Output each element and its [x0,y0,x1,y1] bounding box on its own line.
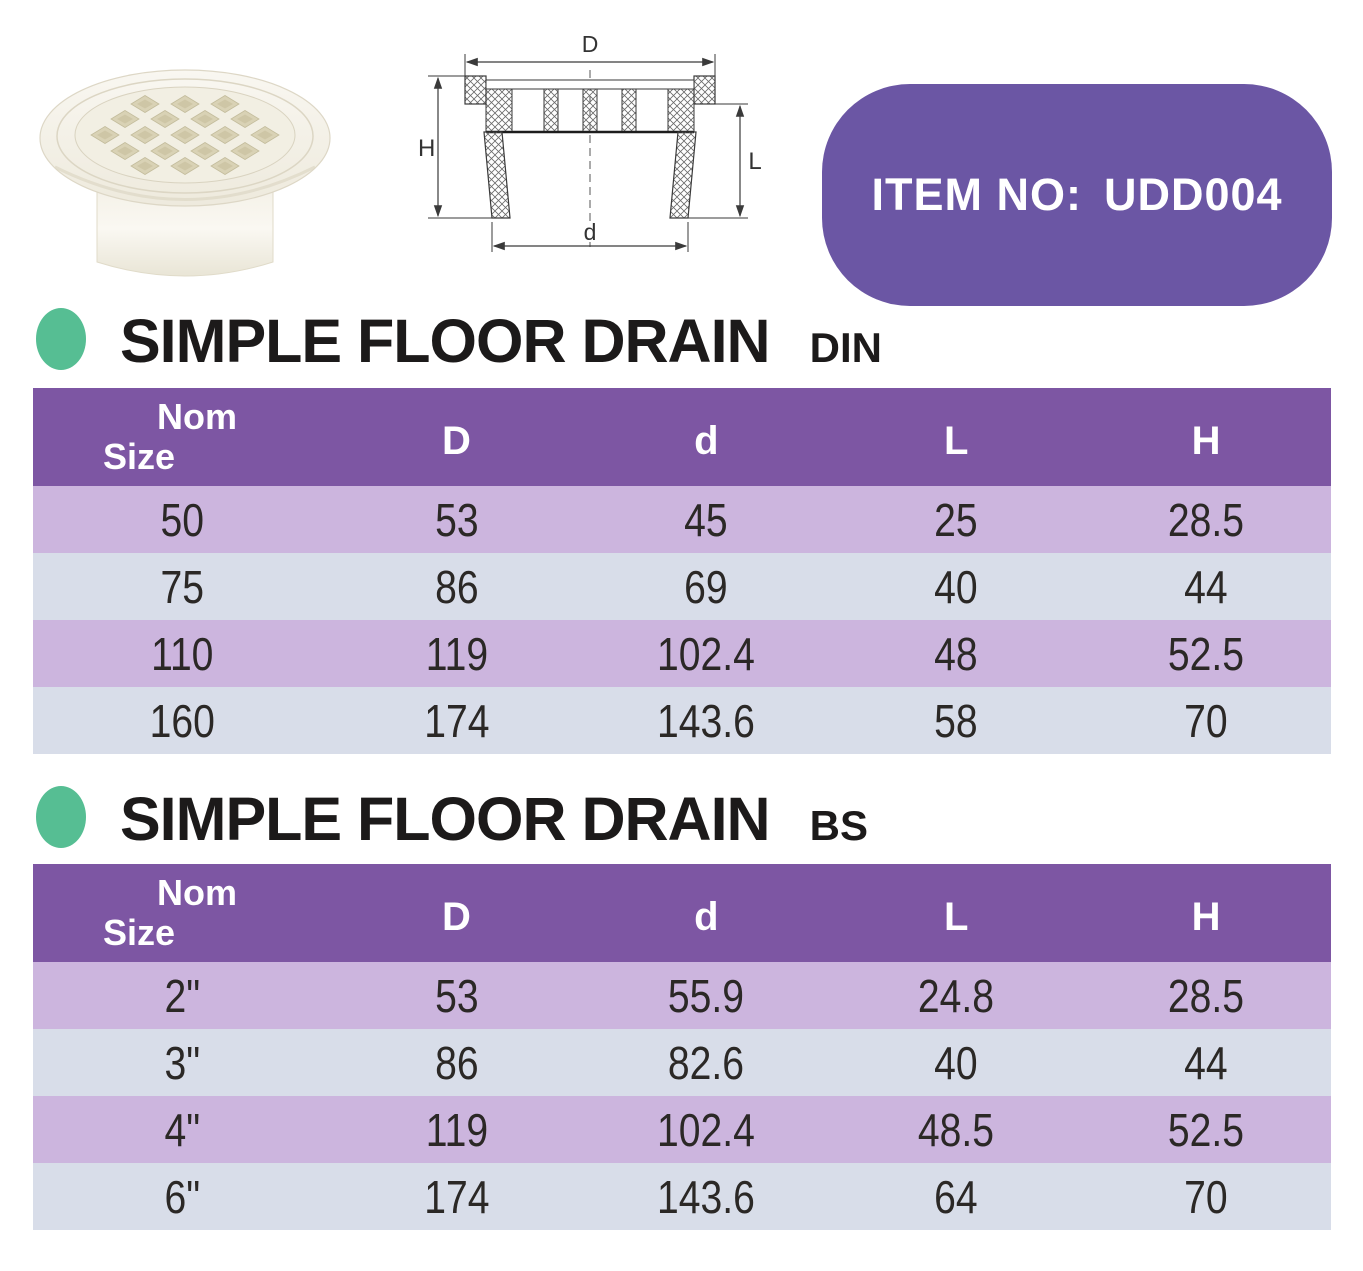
diagram-dim-D: D [581,36,599,57]
cell: 174 [423,1170,490,1223]
section-standard-label: BS [809,802,868,849]
section-standard-label: DIN [809,324,882,371]
size-line: Size [103,436,176,477]
size-line: Size [103,912,176,953]
cell: 52.5 [1167,1103,1245,1156]
bs-spec-table [33,864,1331,1230]
cell: 2" [164,969,201,1022]
cell: 3" [164,1036,201,1089]
table-row [33,486,1331,553]
bs-header-L: L [943,894,969,939]
cell: 53 [434,969,479,1022]
cell: 64 [934,1170,978,1223]
cell: 25 [934,493,978,546]
floor-drain-photo-illustration [25,32,340,284]
section-title-text: SIMPLE FLOOR DRAIN [120,785,770,853]
table-row [33,1163,1331,1230]
cell: 110 [151,627,214,680]
cell: 119 [425,627,488,680]
cell: 40 [934,560,978,613]
cell: 75 [160,560,205,613]
item-number-badge [822,84,1332,306]
din-table-header-row [33,388,1331,486]
cell: 48.5 [918,1103,995,1156]
cell: 86 [434,560,479,613]
table-row [33,687,1331,754]
cell: 86 [434,1036,479,1089]
cell: 44 [1184,560,1228,613]
din-header-L: L [943,418,969,463]
cell: 102.4 [657,627,756,680]
cell: 24.8 [918,969,995,1022]
section-title-din [36,300,882,376]
table-row [33,1029,1331,1096]
cell: 28.5 [1167,493,1245,546]
cell: 52.5 [1167,627,1245,680]
table-row [33,620,1331,687]
din-header-H: H [1191,418,1221,463]
cell: 44 [1184,1036,1228,1089]
product-photo [25,32,340,284]
table-row [33,553,1331,620]
diagram-dim-d: d [583,219,597,245]
cell: 82.6 [668,1036,745,1089]
cell: 45 [684,493,729,546]
din-spec-table [33,388,1331,754]
item-no-value: UDD004 [1103,169,1283,220]
cell: 160 [149,694,215,747]
cell: 6" [164,1170,201,1223]
cell: 69 [684,560,729,613]
table-row [33,962,1331,1029]
bs-header-d: d [694,894,719,939]
din-header-d: d [694,418,719,463]
cell: 174 [423,694,490,747]
technical-diagram [418,36,763,274]
green-dot-icon [36,786,86,848]
section-title-bs [36,778,868,854]
bs-header-H: H [1191,894,1221,939]
item-no-label: ITEM NO: [871,169,1082,220]
cell: 4" [164,1103,201,1156]
diagram-dim-H: H [418,135,436,162]
din-header-D: D [442,418,471,463]
cross-section-drawing [418,36,763,274]
table-row [33,1096,1331,1163]
section-title-text: SIMPLE FLOOR DRAIN [120,307,770,375]
cell: 28.5 [1167,969,1245,1022]
din-header-nom-size [103,397,332,478]
cell: 143.6 [657,694,756,747]
cell: 119 [425,1103,488,1156]
bs-table-header-row [33,864,1331,962]
nom-line: Nom [157,395,237,437]
cell: 40 [934,1036,978,1089]
cell: 53 [434,493,479,546]
cell: 102.4 [657,1103,756,1156]
cell: 48 [934,627,978,680]
cell: 50 [160,493,205,546]
nom-line: Nom [157,871,237,913]
bs-header-D: D [442,894,471,939]
cell: 58 [934,694,978,747]
cell: 55.9 [668,969,745,1022]
cell: 70 [1184,694,1228,747]
cell: 143.6 [657,1170,756,1223]
diagram-dim-L: L [748,148,762,175]
green-dot-icon [36,308,86,370]
bs-header-nom-size [103,873,332,954]
cell: 70 [1184,1170,1228,1223]
